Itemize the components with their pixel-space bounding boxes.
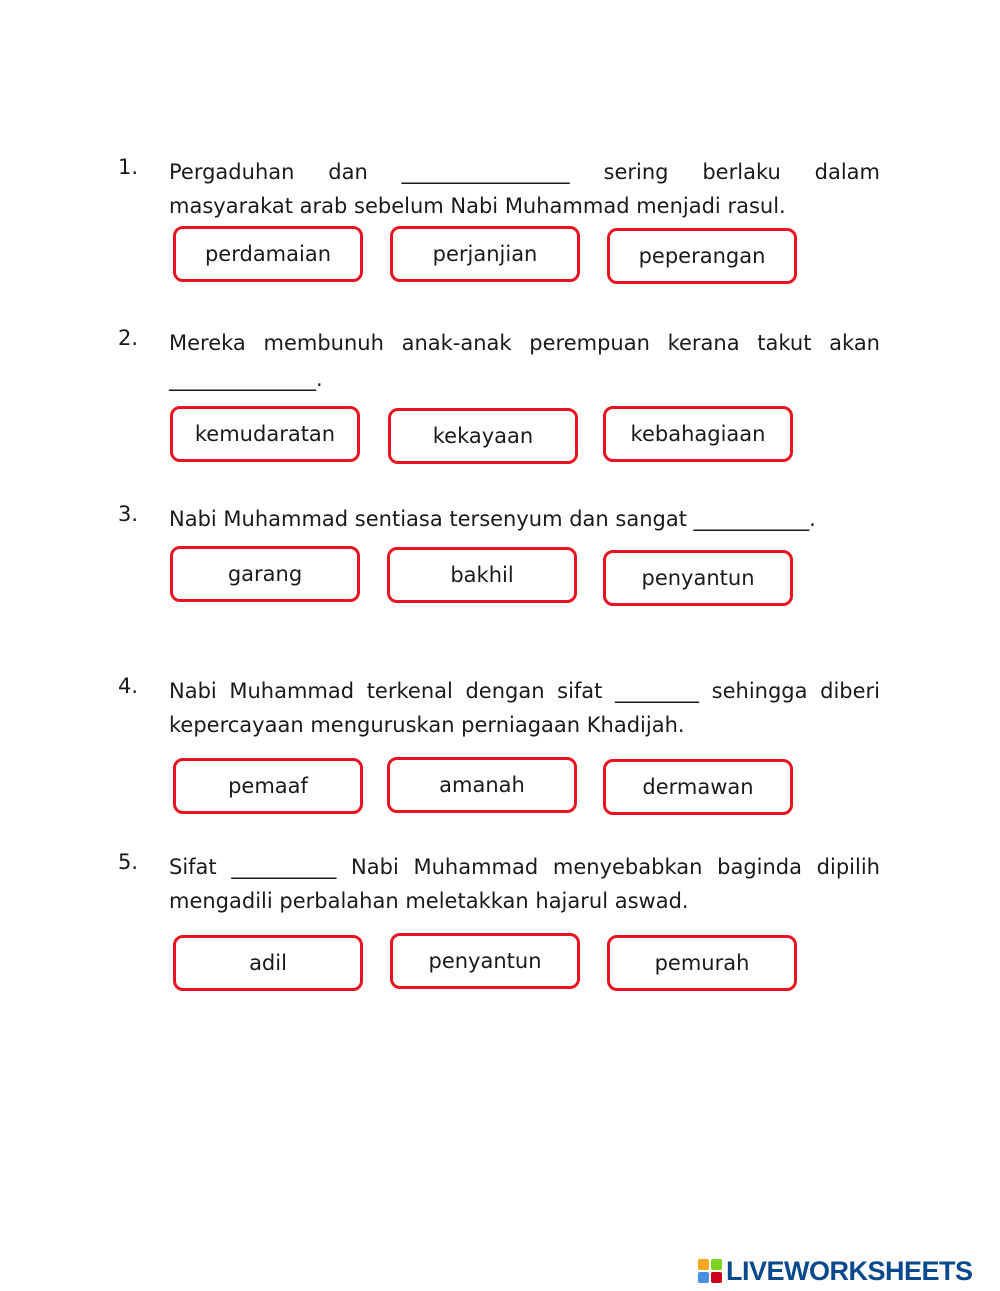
question-text-line-2: kepercayaan menguruskan perniagaan Khadijah.	[169, 713, 685, 737]
option-garang[interactable]: garang	[170, 546, 360, 602]
logo-square	[698, 1272, 709, 1283]
question-text-line-1: Nabi Muhammad sentiasa tersenyum dan sangat ___________.	[169, 507, 816, 531]
question-number: 3.	[118, 502, 139, 526]
question-text-line-2: masyarakat arab sebelum Nabi Muhammad menjadi rasul.	[169, 194, 786, 218]
question-number: 5.	[118, 850, 139, 874]
logo-square	[698, 1259, 709, 1270]
option-kebahagiaan[interactable]: kebahagiaan	[603, 406, 793, 462]
option-perjanjian[interactable]: perjanjian	[390, 226, 580, 282]
logo-square	[711, 1272, 722, 1283]
option-kekayaan[interactable]: kekayaan	[388, 408, 578, 464]
logo-square	[711, 1259, 722, 1270]
option-adil[interactable]: adil	[173, 935, 363, 991]
question-number: 2.	[118, 326, 139, 350]
option-dermawan[interactable]: dermawan	[603, 759, 793, 815]
option-penyantun[interactable]: penyantun	[390, 933, 580, 989]
option-pemaaf[interactable]: pemaaf	[173, 758, 363, 814]
question-text-line-1: Mereka membunuh anak-anak perempuan kerana takut akan	[169, 331, 880, 355]
liveworksheets-brand	[698, 1256, 973, 1286]
option-perdamaian[interactable]: perdamaian	[173, 226, 363, 282]
option-peperangan[interactable]: peperangan	[607, 228, 797, 284]
liveworksheets-logo-icon	[698, 1259, 722, 1283]
option-bakhil[interactable]: bakhil	[387, 547, 577, 603]
question-text-line-1: Nabi Muhammad terkenal dengan sifat ________ sehingga diberi	[169, 679, 880, 703]
question-number: 4.	[118, 674, 139, 698]
question-text-line-1: Pergaduhan dan ________________ sering berlaku dalam	[169, 160, 880, 184]
option-pemurah[interactable]: pemurah	[607, 935, 797, 991]
option-penyantun[interactable]: penyantun	[603, 550, 793, 606]
option-kemudaratan[interactable]: kemudaratan	[170, 406, 360, 462]
question-text-line-1: Sifat __________ Nabi Muhammad menyebabkan baginda dipilih	[169, 855, 880, 879]
option-amanah[interactable]: amanah	[387, 757, 577, 813]
question-text-line-2: ______________.	[169, 367, 323, 391]
question-number: 1.	[118, 155, 139, 179]
brand-text: LIVEWORKSHEETS	[726, 1255, 973, 1286]
question-text-line-2: mengadili perbalahan meletakkan hajarul aswad.	[169, 889, 689, 913]
